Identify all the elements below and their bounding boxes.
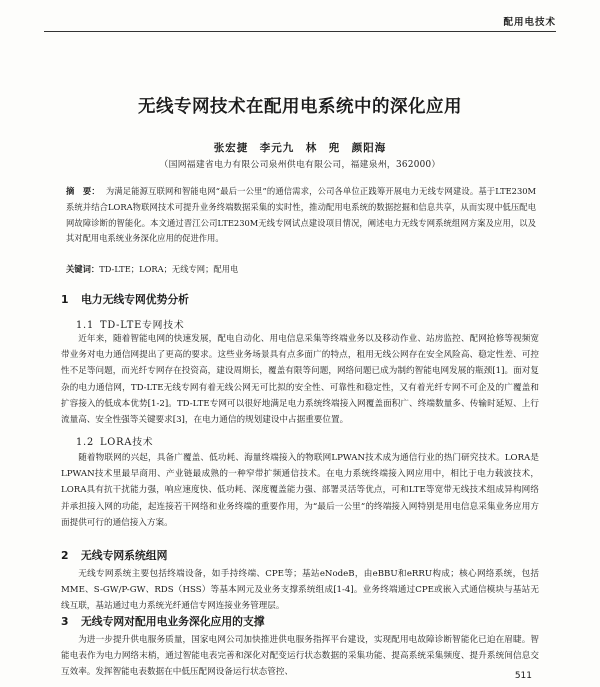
- section-heading: [61, 614, 265, 629]
- abstract-label: 摘 要：: [66, 186, 100, 196]
- body-paragraph: 无线专网系统主要包括终端设备，如手持终端、CPE等；基站eNodeB，由eBBU和eRRU构成；核心网络系统，包括MME、S-GW/P-GW、RDS（HSS）等基本网元及业务支撑系统组成[1-4]。业务终端通过CPE或嵌入式通信模块与基站无线互联，基站通过电力系统光纤通信专网连接业务管理层。: [61, 569, 539, 612]
- section-title: 电力无线专网优势分析: [81, 293, 189, 306]
- body-paragraph: 近年来，随着智能电网的快速发展，配电自动化、用电信息采集等终端业务以及移动作业、站房监控、配网抢修等视频宽带业务对电力通信网提出了更高的要求。这些业务场景具有点多面广的特点，租用无线公网存在安全风险高、稳定性差、可控性不足等问题，而光纤专网存在投资高，建设周期长，覆盖有限等问题，网络问题已成为制约智能电网发展的瓶颈[1]。面对复杂的电力通信网，TD-LTE无线专网有着无线公网无可比拟的安全性、可靠性和稳定性，又有着光纤专网不可企及的广覆盖和扩容接入的低成本优势[1-2]。TD-LTE专网可以很好地满足电力系统终端接入网覆盖面积广、终端数量多、传输时延短、上行流量高、安全性强等关键要求[3]，在电力通信的规划建设中占据重要位置。: [61, 334, 539, 426]
- author-list: 张宏捷 李元九 林 兜 颜阳海: [213, 142, 387, 154]
- header-rule: [44, 31, 556, 32]
- affiliation: （国网福建省电力有限公司泉州供电有限公司，福建泉州，362000）: [159, 160, 441, 170]
- subsection-title: TD-LTE专网技术: [100, 320, 185, 331]
- section-number: 2: [61, 549, 69, 562]
- page-number: 511: [514, 671, 532, 681]
- body-paragraph: 随着物联网的兴起，具备广覆盖、低功耗、海量终端接入的物联网LPWAN技术成为通信行业的热门研究技术。LORA是LPWAN技术里最早商用、产业链最成熟的一种窄带扩频通信技术。在电力系统终端接入网应用中，相比于电力载波技术，LORA具有抗干扰能力强，响应速度快、低功耗、深度覆盖能力强、部署灵活等优点，可和LTE等宽带无线技术组成异构网络并承担接入网的功能，起连接若干网络和业务终端的重要作用，为“最后一公里”的终端接入网特别是用电信息采集业务应用方面提供可行的通信接入方案。: [61, 453, 539, 528]
- body-paragraph: 为进一步提升供电服务质量，国家电网公司加快推进供电服务指挥平台建设，实现配用电故障诊断智能化已迫在眉睫。智能电表作为电力网络末梢，通过智能电表完善和深化对配变运行状态数据的采集功能、提高系统采集频度、提升系统间信息交互效率。发挥智能电表数据在中低压配网设备运行状态管控、: [61, 635, 539, 678]
- subsection-heading: [76, 434, 153, 448]
- section-heading: [61, 292, 189, 307]
- subsection-number: 1.1: [76, 320, 94, 331]
- subsection-title: LORA技术: [100, 437, 154, 448]
- running-head: 配用电技术: [503, 17, 556, 28]
- abstract-text: 为满足能源互联网和智能电网“最后一公里”的通信需求，公司各单位正践筹开展电力无线专网建设。基于LTE230M系统并结合LORA物联网技术可提升业务终端数据采集的实时性，推动配用电系统的数据挖掘和信息共享，从而实现中低压配电网故障诊断的智能化。本文通过晋江公司LTE230M无线专网试点建设项目情况，阐述电力无线专网系统组网方案及应用，以及其对配用电系统业务深化应用的促进作用。: [66, 186, 536, 244]
- keywords-text: TD-LTE；LORA；无线专网；配用电: [99, 264, 239, 274]
- keywords-label: 关键词：: [66, 264, 100, 274]
- subsection-heading: [76, 317, 184, 331]
- section-number: 1: [61, 293, 69, 306]
- abstract: [66, 184, 536, 247]
- section-title: 无线专网系统组网: [81, 549, 168, 562]
- paper-title: 无线专网技术在配用电系统中的深化应用: [138, 97, 462, 117]
- section-heading: [61, 548, 167, 563]
- subsection-number: 1.2: [76, 437, 94, 448]
- section-number: 3: [61, 615, 69, 628]
- section-title: 无线专网对配用电业务深化应用的支撑: [81, 615, 265, 628]
- keywords: [66, 262, 536, 276]
